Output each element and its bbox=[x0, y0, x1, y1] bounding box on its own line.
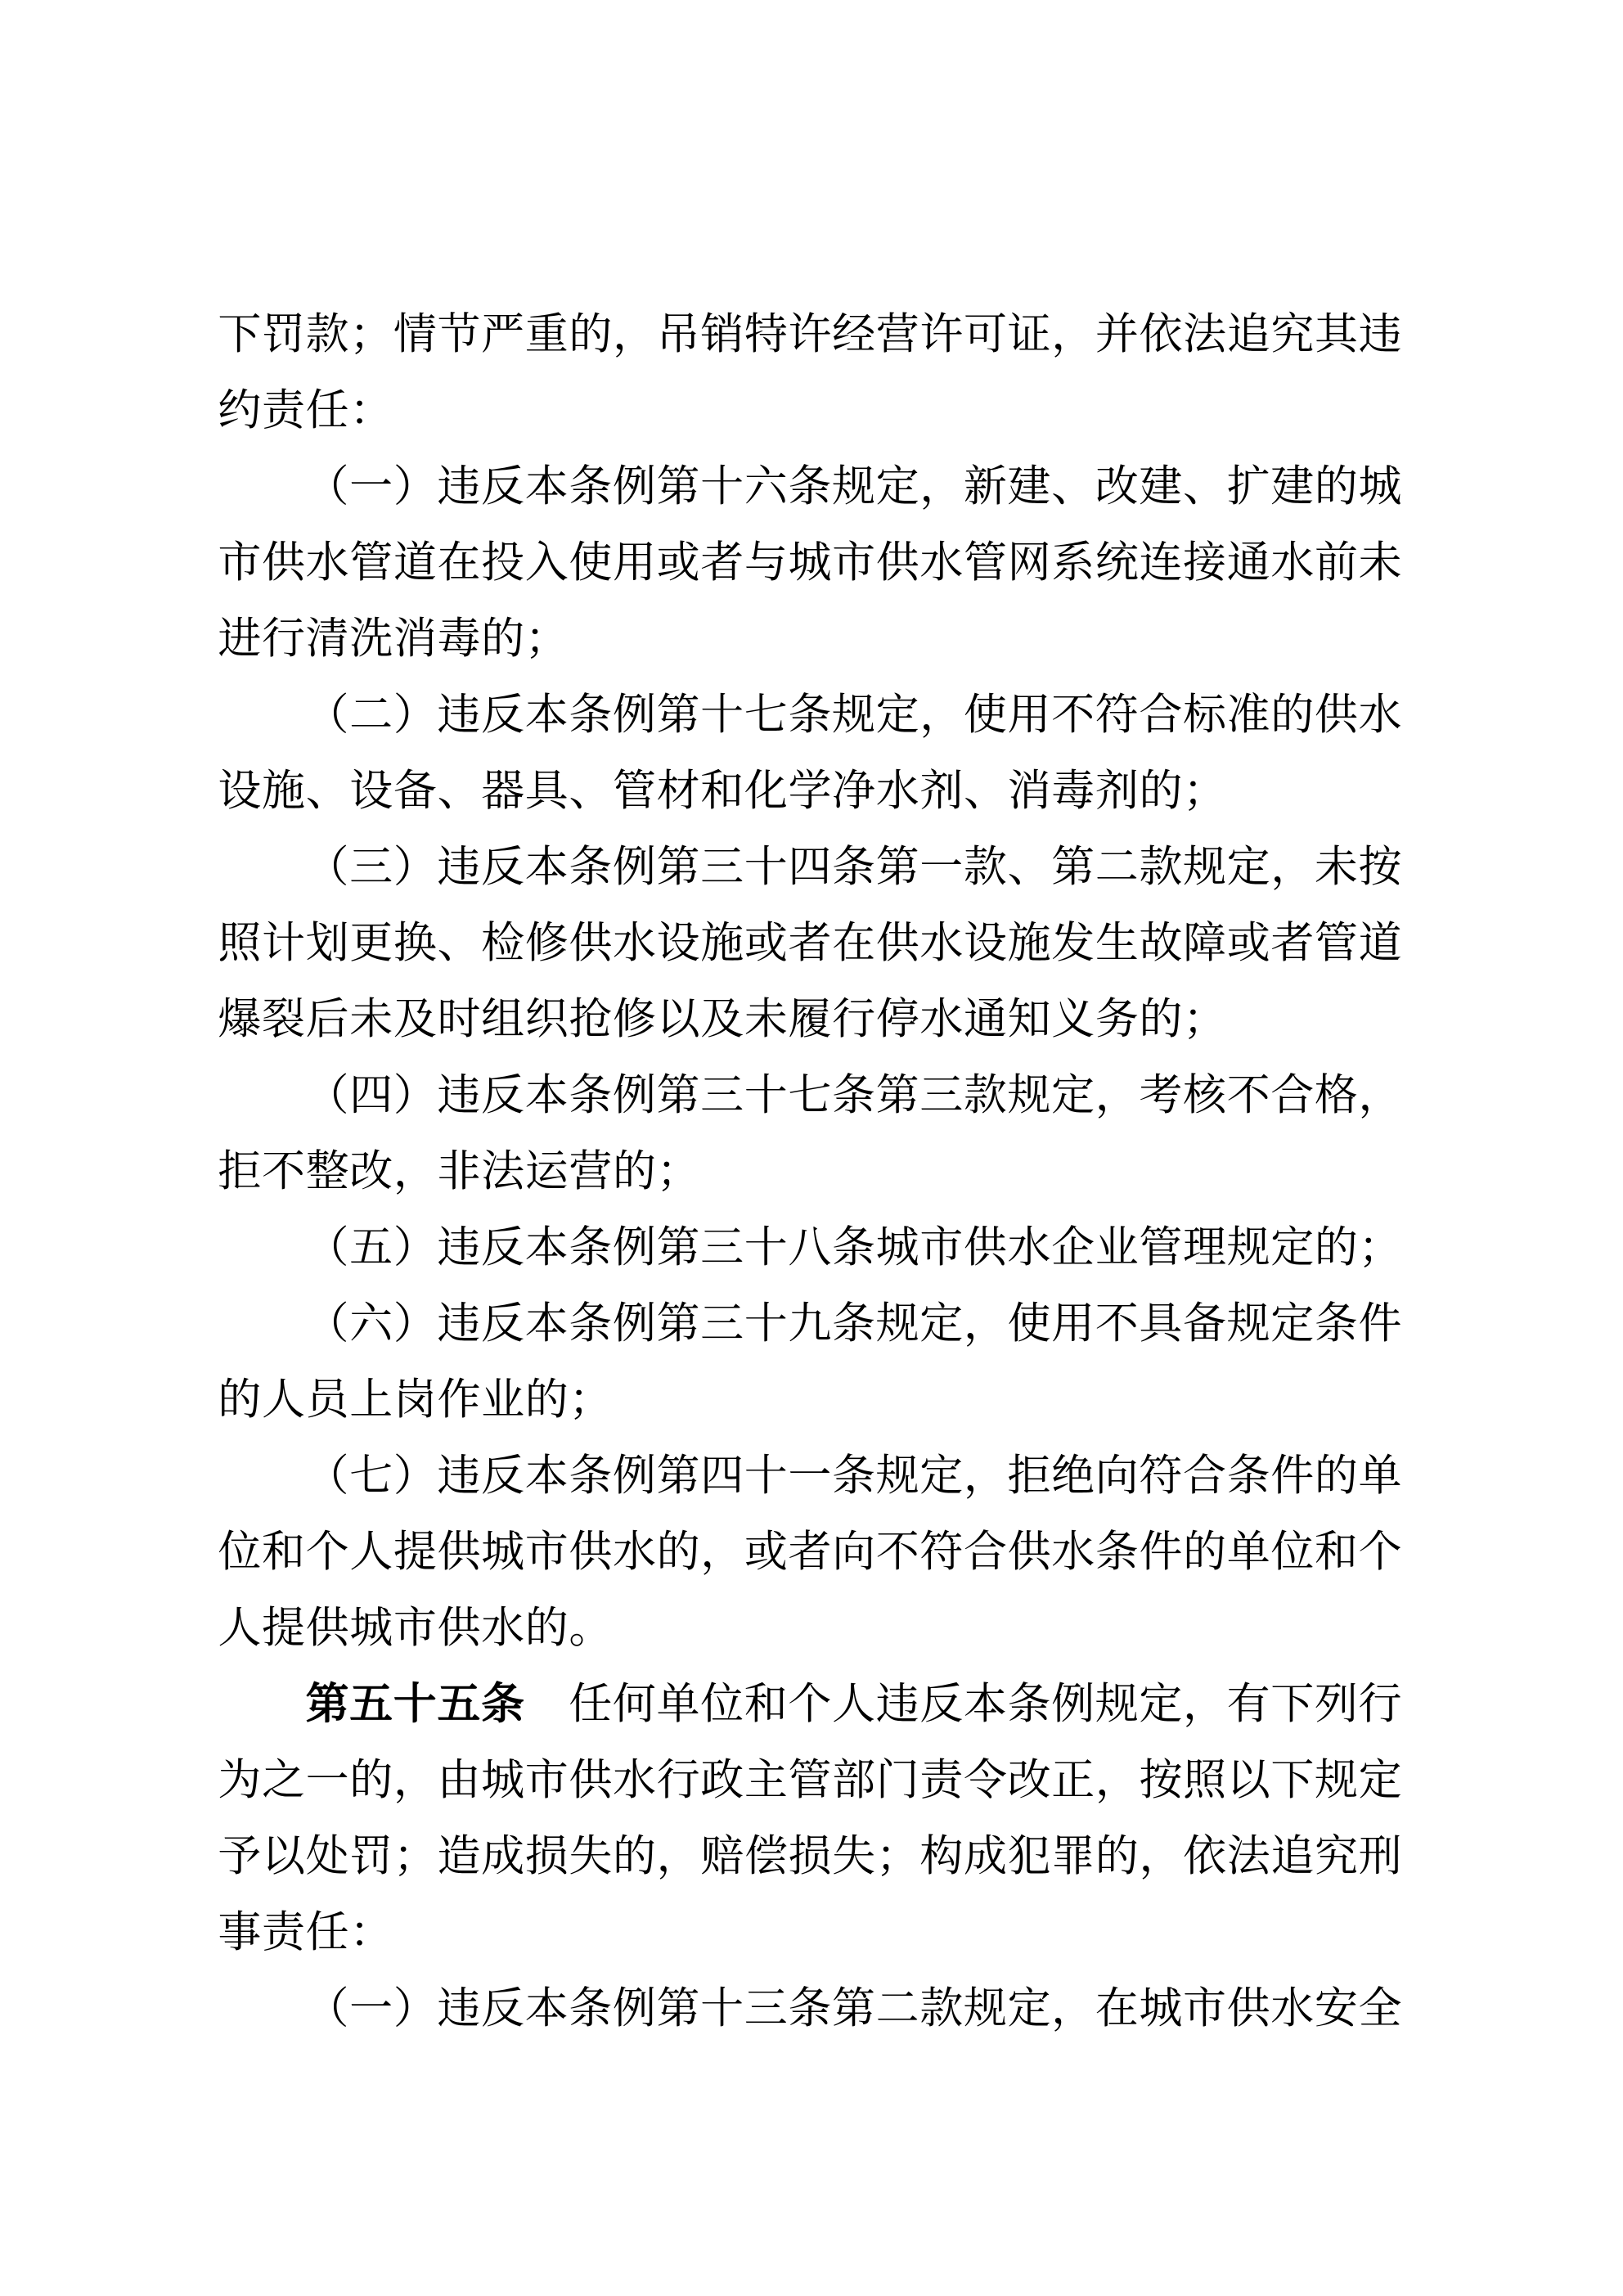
text-block bbox=[218, 296, 1402, 2046]
text-line: （ 一 ） 违 反 本 条 例 第 十 六 条 规 定 ， 新 建 、 改 建 、 扩 建 的 城 bbox=[305, 461, 1402, 511]
text-line: 下 罚 款 ； 情 节 严 重 的 ， 吊 销 特 许 经 营 许 可 证 ， 并 依 法 追 究 其 违 bbox=[218, 309, 1402, 359]
text-line: 照 计 划 更 换 、 检 修 供 水 设 施 或 者 在 供 水 设 施 发 生 故 障 或 者 管 道 bbox=[218, 918, 1402, 968]
text-line: 予 以 处 罚 ； 造 成 损 失 的 ， 赔 偿 损 失 ； 构 成 犯 罪 的 ， 依 法 追 究 刑 bbox=[218, 1831, 1402, 1881]
text-line: （ 三 ） 违 反 本 条 例 第 三 十 四 条 第 一 款 、 第 二 款 规 定 ， 未 按 bbox=[305, 842, 1402, 892]
text-line: （ 四 ） 违 反 本 条 例 第 三 十 七 条 第 三 款 规 定 ， 考 核 不 合 格 ， bbox=[305, 1070, 1402, 1120]
text-line: 设 施 、 设 备 、 器 具 、 管 材 和 化 学 净 水 剂 、 消 毒 剂 的 ； bbox=[218, 766, 1227, 816]
text-line: 位 和 个 人 提 供 城 市 供 水 的 ， 或 者 向 不 符 合 供 水 条 件 的 单 位 和 个 bbox=[218, 1527, 1402, 1577]
text-line: 进 行 清 洗 消 毒 的 ； bbox=[218, 614, 569, 664]
text-line: 市 供 水 管 道 在 投 入 使 用 或 者 与 城 市 供 水 管 网 系 统 连 接 通 水 前 未 bbox=[218, 538, 1402, 588]
text-line: （ 二 ） 违 反 本 条 例 第 十 七 条 规 定 ， 使 用 不 符 合 标 准 的 供 水 bbox=[305, 690, 1402, 740]
text-line: 拒 不 整 改 ， 非 法 运 营 的 ； bbox=[218, 1146, 700, 1196]
text-line: 爆 裂 后 未 及 时 组 织 抢 修 以 及 未 履 行 停 水 通 知 义 务 的 ； bbox=[218, 994, 1227, 1044]
text-line: 的 人 员 上 岗 作 业 的 ； bbox=[218, 1375, 613, 1425]
text-line: （ 七 ） 违 反 本 条 例 第 四 十 一 条 规 定 ， 拒 绝 向 符 合 条 件 的 单 bbox=[305, 1451, 1402, 1501]
text-line: 约 责 任 ： bbox=[218, 385, 393, 435]
text-line: （ 五 ） 违 反 本 条 例 第 三 十 八 条 城 市 供 水 企 业 管 理 规 定 的 ； bbox=[305, 1222, 1402, 1272]
text-line: 为 之 一 的 ， 由 城 市 供 水 行 政 主 管 部 门 责 令 改 正 ， 按 照 以 下 规 定 bbox=[218, 1755, 1402, 1805]
text-line: 事 责 任 ： bbox=[218, 1907, 393, 1957]
text-line: （ 一 ） 违 反 本 条 例 第 十 三 条 第 二 款 规 定 ， 在 城 市 供 水 安 全 bbox=[305, 1983, 1402, 2033]
text-line: 人 提 供 城 市 供 水 的 。 bbox=[218, 1603, 613, 1653]
text-line: 第 五 十 五 条 任 何 单 位 和 个 人 违 反 本 条 例 规 定 ， 有 下 列 行 bbox=[305, 1678, 1402, 1729]
text-line: （ 六 ） 违 反 本 条 例 第 三 十 九 条 规 定 ， 使 用 不 具 备 规 定 条 件 bbox=[305, 1299, 1402, 1348]
